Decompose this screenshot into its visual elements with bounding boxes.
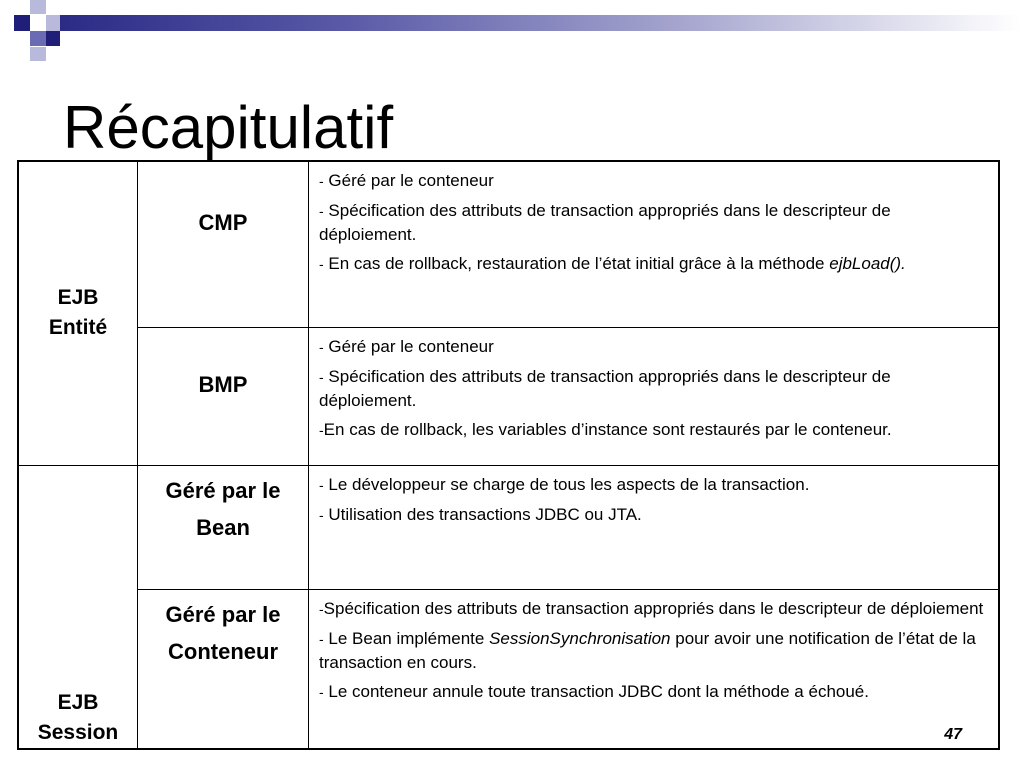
slide-title: Récapitulatif: [63, 94, 394, 161]
method-name: ejbLoad().: [829, 254, 906, 273]
type-label-line2: Conteneur: [168, 638, 278, 664]
deco-gradient-bar: [60, 15, 1020, 31]
deco-square: [30, 0, 46, 14]
desc-cmp: [309, 161, 1000, 327]
bullet-dash: -: [319, 256, 324, 272]
desc-line: [319, 199, 988, 246]
group-ejb-entity: [18, 161, 138, 465]
deco-square: [46, 15, 60, 31]
desc-text: pour avoir une notification de l’état de la transaction en cours.: [319, 628, 976, 672]
table-row-bmp: [18, 327, 999, 465]
bullet-dash: -: [319, 630, 324, 647]
deco-square: [46, 31, 60, 46]
bullet-dash: -: [319, 476, 324, 493]
group-label-line1: EJB: [57, 691, 99, 714]
header-decoration: [0, 0, 1024, 64]
desc-line: [319, 503, 988, 527]
group-ejb-session: [18, 465, 138, 749]
type-label-line1: Géré par le: [165, 477, 281, 503]
bullet-dash: -: [319, 421, 324, 438]
type-label-line1: Géré par le: [165, 601, 281, 627]
desc-text: Géré par le conteneur: [323, 336, 494, 356]
desc-line: [319, 627, 988, 674]
summary-table: [17, 160, 1000, 750]
desc-text: Spécification des attributs de transaction appropriés dans le descripteur de déploiement.: [319, 201, 891, 244]
desc-line: [319, 169, 988, 193]
type-label: BMP: [198, 371, 248, 397]
bullet-dash: -: [319, 338, 324, 355]
desc-line: [319, 473, 988, 497]
type-container: [138, 589, 309, 749]
type-label: [138, 466, 308, 546]
desc-line: [319, 335, 988, 359]
type-bean: [138, 465, 309, 589]
type-label: [138, 590, 308, 670]
page-number: 47: [944, 726, 962, 743]
desc-text: Spécification des attributs de transaction appropriés dans le descripteur de déploiement: [323, 598, 984, 618]
desc-text: En cas de rollback, les variables d’instance sont restaurés par le conteneur.: [323, 419, 892, 439]
table-row-cmp: [18, 161, 999, 327]
group-label-wrap: [19, 576, 137, 748]
type-label-line2: Bean: [196, 514, 250, 540]
deco-square: [14, 15, 30, 31]
desc-container: [309, 589, 1000, 749]
desc-bmp: [309, 327, 1000, 465]
bullet-dash: -: [319, 600, 324, 617]
desc-text: Le conteneur annule toute transaction JDBC dont la méthode a échoué.: [323, 681, 869, 701]
desc-text: En cas de rollback, restauration de l’état initial grâce à la méthode: [323, 254, 830, 273]
desc-line: [319, 597, 988, 621]
table-row-bean: [18, 465, 999, 589]
group-label-line2: Entité: [48, 316, 108, 340]
group-label-line2: Session: [37, 721, 119, 744]
desc-text: Le Bean implémente: [323, 628, 490, 648]
desc-text: Utilisation des transactions JDBC ou JTA.: [323, 504, 642, 524]
desc-text: Le développeur se charge de tous les aspects de la transaction.: [323, 474, 810, 494]
bullet-dash: -: [319, 506, 324, 523]
group-label-line1: EJB: [57, 286, 99, 310]
table-row-container: [18, 589, 999, 749]
desc-text: Spécification des attributs de transaction appropriés dans le descripteur de déploiement.: [319, 366, 891, 410]
type-label: CMP: [198, 210, 248, 235]
interface-name: SessionSynchronisation: [489, 628, 671, 648]
type-bmp: [138, 327, 309, 465]
type-cmp: [138, 161, 309, 327]
bullet-dash: -: [319, 203, 324, 219]
bullet-dash: -: [319, 368, 324, 385]
bullet-dash: -: [319, 683, 324, 700]
desc-line: [319, 418, 988, 442]
desc-bean: [309, 465, 1000, 589]
deco-square: [30, 31, 46, 46]
deco-square: [30, 47, 46, 61]
desc-line: [319, 252, 988, 276]
desc-line: [319, 365, 988, 412]
bullet-dash: -: [319, 173, 324, 189]
desc-text: Géré par le conteneur: [323, 171, 494, 190]
desc-line: [319, 680, 988, 704]
